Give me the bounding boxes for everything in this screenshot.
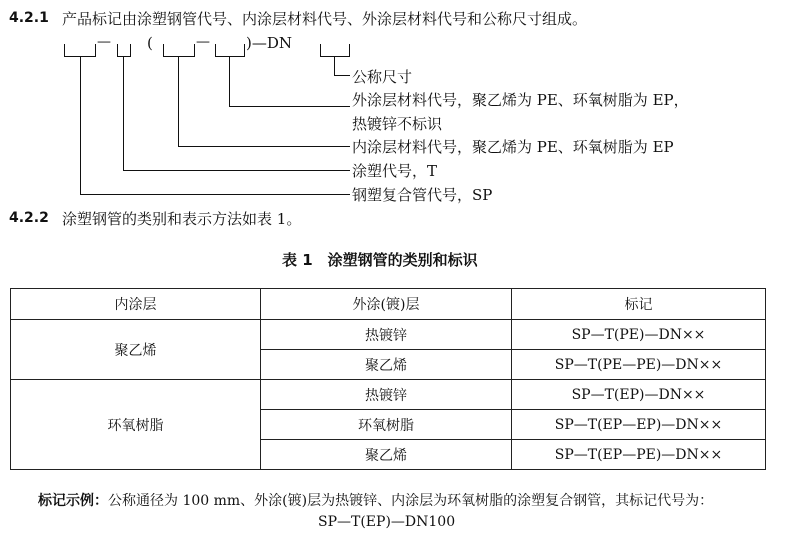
cell-mark: SP—T(EP—EP)—DN×× <box>512 410 766 440</box>
coating-code-box <box>117 44 131 57</box>
cell-outer: 环氧树脂 <box>261 410 512 440</box>
cell-outer: 热镀锌 <box>261 320 512 350</box>
section-number-4-2-2: 4.2.2 <box>9 210 49 226</box>
cell-mark: SP—T(EP)—DN×× <box>512 380 766 410</box>
pipe-code-box <box>64 44 96 57</box>
label-outer-coating: 外涂层材料代号，聚乙烯为 PE、环氧树脂为 EP， <box>352 91 689 109</box>
leader-inner-horizontal <box>178 146 350 147</box>
leader-outer-horizontal <box>229 106 350 107</box>
table-row <box>11 380 766 410</box>
cell-outer: 热镀锌 <box>261 380 512 410</box>
label-outer-coating-cont: 热镀锌不标识 <box>352 115 443 133</box>
nominal-size-box <box>320 44 350 57</box>
leader-inner-vertical <box>178 57 179 147</box>
code-dash-2: — <box>196 34 210 50</box>
code-paren-open: ( <box>147 34 153 52</box>
example-text: 公称通径为 100 mm、外涂(镀)层为热镀锌、内涂层为环氧树脂的涂塑复合钢管，其标记代号为： <box>108 493 714 509</box>
section-number-4-2-1: 4.2.1 <box>9 10 49 26</box>
leader-nominal-vertical <box>334 57 335 76</box>
table-row <box>11 320 766 350</box>
leader-pipe-vertical <box>80 57 81 195</box>
cell-inner-ep: 环氧树脂 <box>11 380 261 470</box>
label-nominal-size: 公称尺寸 <box>352 68 413 86</box>
example-label: 标记示例： <box>38 493 108 509</box>
leader-coating-horizontal <box>123 170 350 171</box>
section-text-4-2-2: 涂塑钢管的类别和表示方法如表 1。 <box>62 210 302 228</box>
header-outer-coating: 外涂(镀)层 <box>261 289 512 320</box>
leader-coating-vertical <box>123 57 124 171</box>
cell-mark: SP—T(PE)—DN×× <box>512 320 766 350</box>
label-pipe-code: 钢塑复合管代号，SP <box>352 186 493 204</box>
header-inner-coating: 内涂层 <box>11 289 261 320</box>
coated-pipe-table <box>10 288 766 470</box>
cell-inner-pe: 聚乙烯 <box>11 320 261 380</box>
header-mark: 标记 <box>512 289 766 320</box>
marking-example <box>38 490 713 510</box>
label-coating-code: 涂塑代号，T <box>352 162 438 180</box>
leader-nominal-horizontal <box>334 75 350 76</box>
outer-coating-box <box>215 44 245 57</box>
cell-mark: SP—T(PE—PE)—DN×× <box>512 350 766 380</box>
cell-outer: 聚乙烯 <box>261 440 512 470</box>
leader-outer-vertical <box>229 57 230 107</box>
leader-pipe-horizontal <box>80 194 350 195</box>
cell-outer: 聚乙烯 <box>261 350 512 380</box>
example-code: SP—T(EP)—DN100 <box>318 514 456 530</box>
section-text-4-2-1: 产品标记由涂塑钢管代号、内涂层材料代号、外涂层材料代号和公称尺寸组成。 <box>62 10 588 28</box>
cell-mark: SP—T(EP—PE)—DN×× <box>512 440 766 470</box>
table-caption: 表 1 涂塑钢管的类别和标识 <box>282 251 478 269</box>
inner-coating-box <box>163 44 195 57</box>
label-inner-coating: 内涂层材料代号，聚乙烯为 PE、环氧树脂为 EP <box>352 138 674 156</box>
code-paren-close-dn: )—DN <box>246 34 293 52</box>
table-header-row <box>11 289 766 320</box>
code-dash-1: — <box>97 34 111 50</box>
